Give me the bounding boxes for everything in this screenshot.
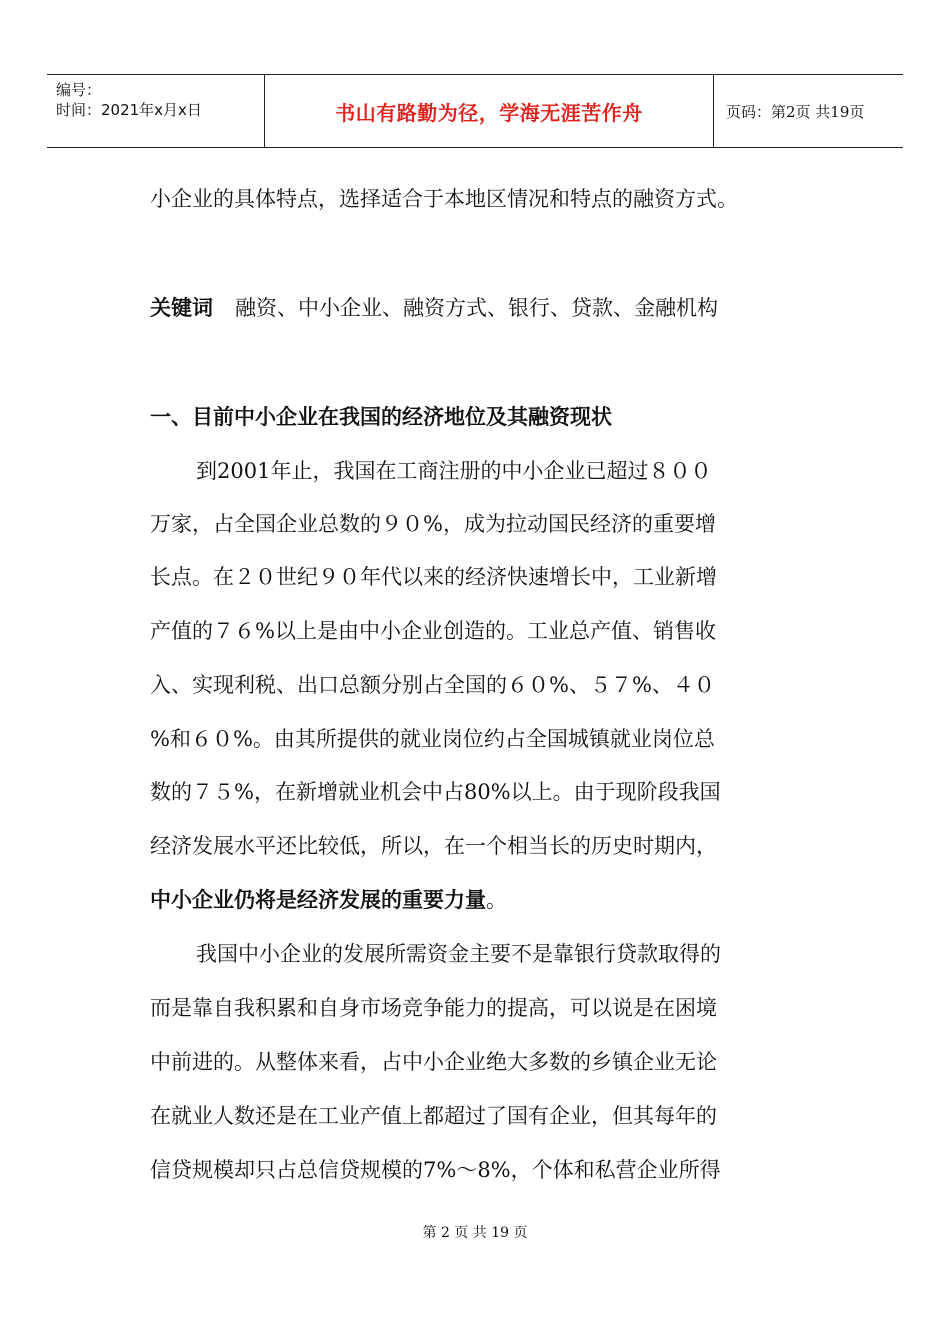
paragraph-line: 信贷规模却只占总信贷规模的7%～8%，个体和私营企业所得	[150, 1158, 721, 1182]
document-header	[47, 74, 903, 148]
paragraph-line	[150, 887, 507, 913]
paragraph-line: 万家，占全国企业总数的９０%，成为拉动国民经济的重要增	[150, 512, 716, 536]
keywords-value: 融资、中小企业、融资方式、银行、贷款、金融机构	[235, 296, 718, 320]
body-line: 小企业的具体特点，选择适合于本地区情况和特点的融资方式。	[150, 187, 738, 211]
paragraph-line: 在就业人数还是在工业产值上都超过了国有企业，但其每年的	[150, 1104, 717, 1128]
paragraph-line: 我国中小企业的发展所需资金主要不是靠银行贷款取得的	[196, 942, 721, 966]
paragraph-line: %和６０%。由其所提供的就业岗位约占全国城镇就业岗位总	[150, 727, 715, 751]
header-motto: 书山有路勤为径，学海无涯苦作舟	[335, 100, 643, 125]
paragraph-line: 长点。在２０世纪９０年代以来的经济快速增长中，工业新增	[150, 565, 717, 589]
page-footer: 第 2 页 共 19 页	[422, 1225, 528, 1241]
emphasized-text: 中小企业仍将是经济发展的重要力量	[150, 887, 486, 912]
paragraph-line: 经济发展水平还比较低，所以，在一个相当长的历史时期内，	[150, 834, 717, 858]
header-meta-cell	[47, 75, 264, 147]
keywords-line	[150, 295, 718, 321]
paragraph-line: 而是靠自我积累和自身市场竞争能力的提高，可以说是在困境	[150, 996, 717, 1020]
document-number-label: 编号：	[56, 81, 102, 99]
header-motto-cell	[264, 75, 714, 147]
paragraph-line: 数的７５%，在新增就业机会中占80%以上。由于现阶段我国	[150, 780, 721, 804]
section-heading: 一、目前中小企业在我国的经济地位及其融资现状	[150, 404, 612, 429]
sentence-end: 。	[486, 888, 507, 912]
header-page-cell	[714, 75, 903, 147]
paragraph-line: 入、实现利税、出口总额分别占全国的６０%、５７%、４０	[150, 673, 715, 697]
keywords-label: 关键词	[150, 295, 213, 320]
document-time-label: 时间：2021年x月x日	[56, 101, 202, 119]
paragraph-line: 产值的７６%以上是由中小企业创造的。工业总产值、销售收	[150, 619, 716, 643]
paragraph-line: 中前进的。从整体来看，占中小企业绝大多数的乡镇企业无论	[150, 1050, 717, 1074]
header-page-info: 页码：第2页 共19页	[726, 102, 865, 121]
paragraph-line: 到2001年止，我国在工商注册的中小企业已超过８００	[196, 459, 712, 483]
